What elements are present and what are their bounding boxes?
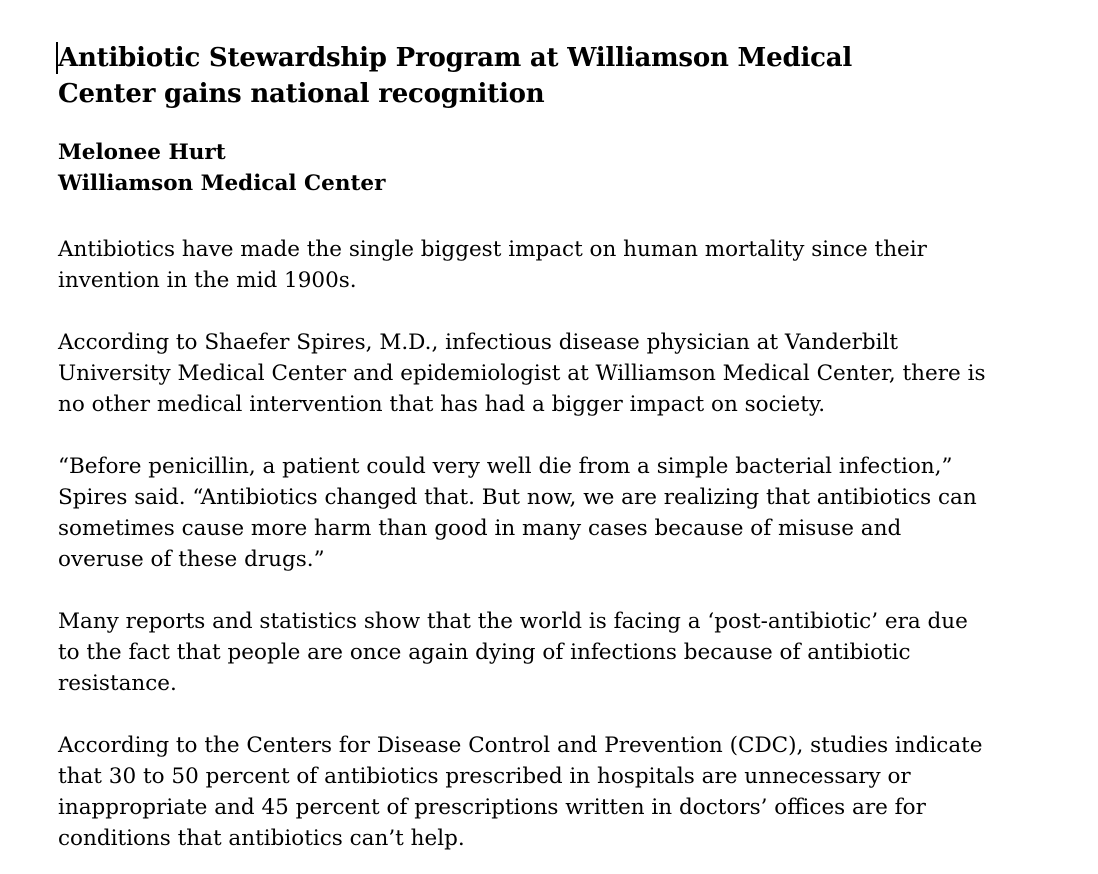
paragraph-line: inappropriate and 45 percent of prescriptions written in doctors’ offices are for	[58, 795, 926, 820]
paragraph-line: According to the Centers for Disease Control and Prevention (CDC), studies indicate	[58, 733, 983, 758]
paragraph-line: “Before penicillin, a patient could very well die from a simple bacterial infection,”	[58, 454, 953, 479]
paragraph-line: According to Shaefer Spires, M.D., infectious disease physician at Vanderbilt	[58, 330, 899, 355]
article-title	[58, 40, 1058, 112]
document-body[interactable]	[58, 40, 1058, 854]
paragraph	[58, 451, 1058, 575]
paragraph-line: resistance.	[58, 671, 177, 696]
title-line: Antibiotic Stewardship Program at Williamson Medical	[58, 43, 853, 73]
paragraph-line: sometimes cause more harm than good in many cases because of misuse and	[58, 516, 902, 541]
paragraph-line: University Medical Center and epidemiologist at Williamson Medical Center, there is	[58, 361, 986, 386]
paragraph-line: Antibiotics have made the single biggest impact on human mortality since their	[58, 237, 927, 262]
title-line: Center gains national recognition	[58, 79, 545, 109]
paragraph	[58, 327, 1058, 420]
paragraph	[58, 606, 1058, 699]
paragraph-line: that 30 to 50 percent of antibiotics prescribed in hospitals are unnecessary or	[58, 764, 911, 789]
byline	[58, 137, 1058, 199]
paragraph-line: invention in the mid 1900s.	[58, 268, 357, 293]
paragraph-line: overuse of these drugs.”	[58, 547, 325, 572]
paragraph-line: no other medical intervention that has had a bigger impact on society.	[58, 392, 826, 417]
author-organization: Williamson Medical Center	[58, 171, 386, 196]
paragraph	[58, 730, 1058, 854]
paragraph-line: conditions that antibiotics can’t help.	[58, 826, 465, 851]
paragraph-line: to the fact that people are once again dying of infections because of antibiotic	[58, 640, 911, 665]
author-name: Melonee Hurt	[58, 140, 226, 165]
paragraph	[58, 234, 1058, 296]
paragraph-line: Many reports and statistics show that the world is facing a ‘post-antibiotic’ era due	[58, 609, 968, 634]
paragraph-line: Spires said. “Antibiotics changed that. But now, we are realizing that antibiotics can	[58, 485, 977, 510]
